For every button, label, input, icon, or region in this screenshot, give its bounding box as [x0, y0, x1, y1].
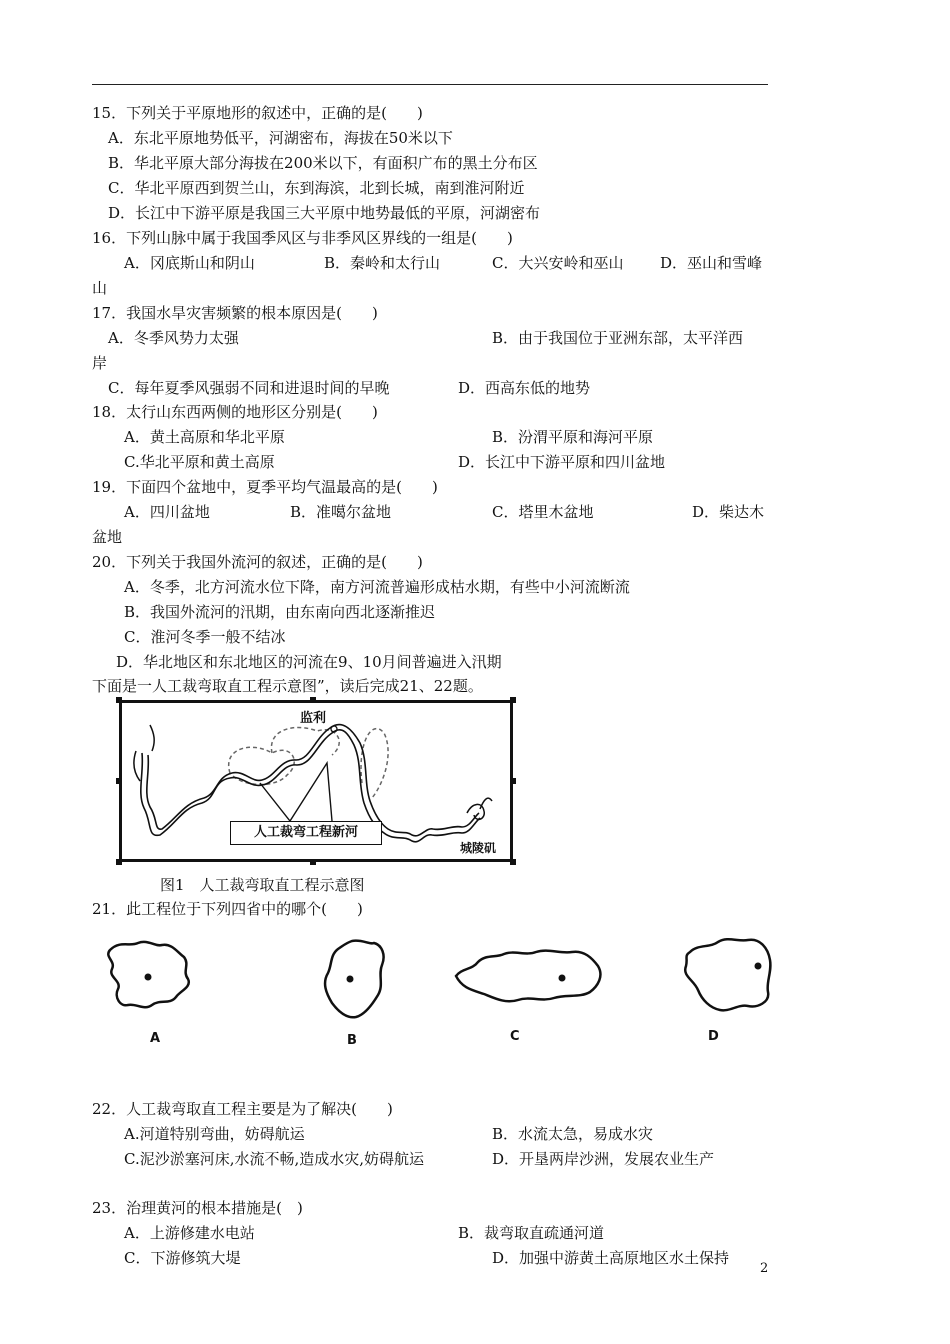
- q15-option-a: A．东北平原地势低平，河湖密布，海拔在50米以下: [108, 129, 453, 147]
- q23-stem: 23．治理黄河的根本措施是( ): [92, 1199, 303, 1217]
- q16-option-a: A．冈底斯山和阴山: [124, 254, 255, 272]
- q15-option-c: C．华北平原西到贺兰山，东到海滨，北到长城，南到淮河附近: [108, 179, 525, 197]
- q20-stem: 20．下列关于我国外流河的叙述，正确的是( ): [92, 553, 423, 571]
- q15-stem: 15．下列关于平原地形的叙述中，正确的是( ): [92, 104, 423, 122]
- resize-handle-bm[interactable]: [310, 859, 316, 865]
- figure-caption: 图1 人工裁弯取直工程示意图: [160, 876, 365, 894]
- resize-handle-br[interactable]: [510, 859, 516, 865]
- q22-stem: 22．人工裁弯取直工程主要是为了解决( ): [92, 1100, 393, 1118]
- province-outline-b: [312, 935, 392, 1025]
- q20-option-a: A．冬季，北方河流水位下降，南方河流普遍形成枯水期，有些中小河流断流: [124, 578, 630, 596]
- q22-option-b: B．水流太急，易成水灾: [492, 1125, 654, 1143]
- q19-option-c: C．塔里木盆地: [492, 503, 594, 521]
- q18-stem: 18．太行山东西两侧的地形区分别是( ): [92, 403, 378, 421]
- resize-handle-ml[interactable]: [116, 778, 122, 784]
- q23-option-c: C．下游修筑大堤: [124, 1249, 241, 1267]
- q16-option-c: C．大兴安岭和巫山: [492, 254, 624, 272]
- page-number: 2: [760, 1261, 769, 1276]
- province-outline-c: [448, 940, 608, 1010]
- q17-option-a: A．冬季风势力太强: [108, 329, 239, 347]
- q19-option-d-wrap: 盆地: [92, 528, 123, 546]
- option-d-label: D: [708, 1029, 719, 1044]
- label-new-channel-box: [230, 821, 382, 845]
- label-chenglingji: 城陵矶: [460, 841, 497, 855]
- q17-option-b: B．由于我国位于亚洲东部，太平洋西: [492, 329, 744, 347]
- label-new-channel: 人工裁弯工程新河: [253, 825, 358, 840]
- q23-option-d: D．加强中游黄土高原地区水土保持: [492, 1249, 730, 1267]
- q19-option-b: B．准噶尔盆地: [290, 503, 392, 521]
- q22-option-d: D．开垦两岸沙洲，发展农业生产: [492, 1150, 715, 1168]
- q15-option-d: D．长江中下游平原是我国三大平原中地势最低的平原，河湖密布: [108, 204, 541, 222]
- q17-option-c: C．每年夏季风强弱不同和进退时间的早晚: [108, 379, 390, 397]
- q19-option-d: D．柴达木: [692, 503, 765, 521]
- q18-option-d: D．长江中下游平原和四川盆地: [458, 453, 666, 471]
- q16-option-d: D．巫山和雪峰: [660, 254, 763, 272]
- q18-option-c: C.华北平原和黄土高原: [124, 453, 275, 471]
- q20-option-c: C．淮河冬季一般不结冰: [124, 628, 286, 646]
- resize-handle-bl[interactable]: [116, 859, 122, 865]
- q22-option-a: A.河道特别弯曲，妨碍航运: [124, 1125, 305, 1143]
- q17-stem: 17．我国水旱灾害频繁的根本原因是( ): [92, 304, 378, 322]
- q18-option-a: A．黄土高原和华北平原: [124, 428, 285, 446]
- q20-option-d: D．华北地区和东北地区的河流在9、10月间普遍进入汛期: [116, 653, 502, 671]
- q16-stem: 16．下列山脉中属于我国季风区与非季风区界线的一组是( ): [92, 229, 513, 247]
- resize-handle-tl[interactable]: [116, 697, 122, 703]
- q15-option-b: B．华北平原大部分海拔在200米以下，有面积广布的黑土分布区: [108, 154, 538, 172]
- q19-option-a: A．四川盆地: [124, 503, 210, 521]
- q23-option-b: B．裁弯取直疏通河道: [458, 1224, 605, 1242]
- q19-stem: 19．下面四个盆地中，夏季平均气温最高的是( ): [92, 478, 438, 496]
- q16-option-b: B．秦岭和太行山: [324, 254, 441, 272]
- option-a-label: A: [150, 1031, 161, 1046]
- q18-option-b: B．汾渭平原和海河平原: [492, 428, 654, 446]
- province-outline-a: [100, 935, 195, 1015]
- q17-option-b-wrap: 岸: [92, 354, 108, 372]
- q23-option-a: A．上游修建水电站: [124, 1224, 255, 1242]
- header-rule: [92, 84, 768, 85]
- option-b-label: B: [347, 1033, 357, 1048]
- figure-intro: 下面是一人工裁弯取直工程示意图”，读后完成21、22题。: [92, 677, 483, 695]
- q16-option-d-wrap: 山: [92, 279, 108, 297]
- q17-option-d: D．西高东低的地势: [458, 379, 591, 397]
- resize-handle-mr[interactable]: [510, 778, 516, 784]
- province-outline-d: [672, 932, 782, 1022]
- river-diagram: [119, 700, 513, 862]
- option-c-label: C: [510, 1029, 520, 1044]
- label-jianli: 监利: [300, 711, 327, 726]
- q20-option-b: B．我国外流河的汛期，由东南向西北逐渐推迟: [124, 603, 436, 621]
- resize-handle-tr[interactable]: [510, 697, 516, 703]
- q21-stem: 21．此工程位于下列四省中的哪个( ): [92, 900, 363, 918]
- q22-option-c: C.泥沙淤塞河床,水流不畅,造成水灾,妨碍航运: [124, 1150, 425, 1168]
- resize-handle-tm[interactable]: [310, 697, 316, 703]
